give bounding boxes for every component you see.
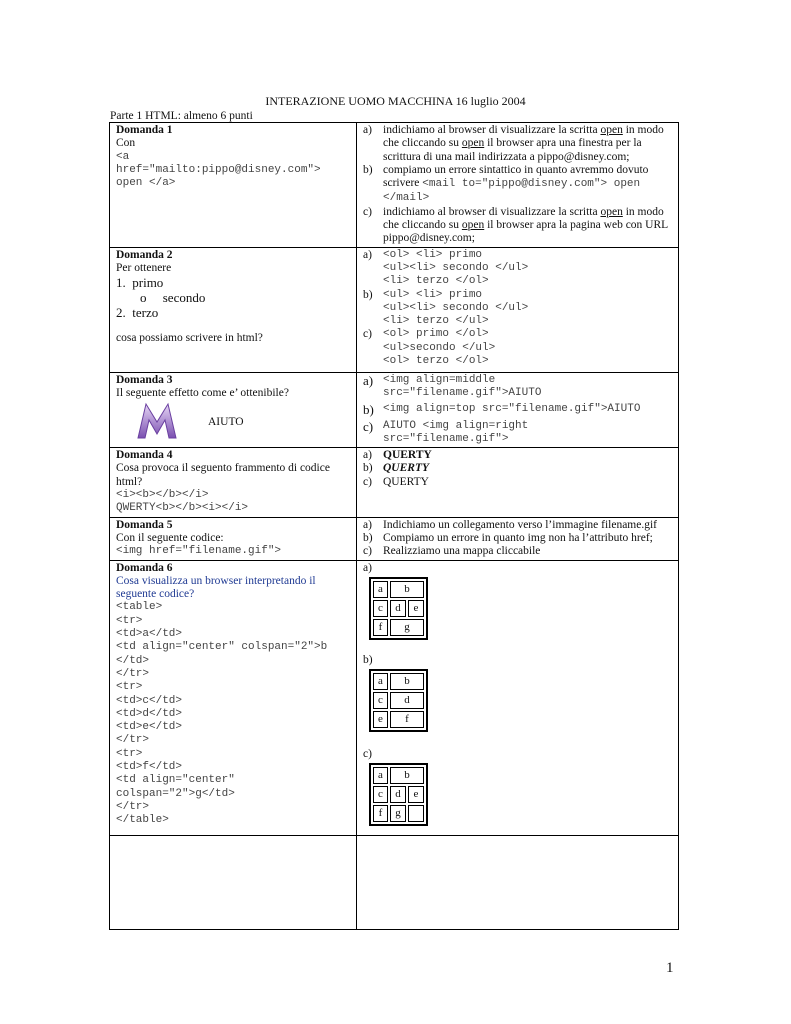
code-line: <td>f</td> bbox=[116, 760, 183, 773]
question-text: Cosa provoca il seguento frammento di codice bbox=[116, 462, 330, 475]
option-text: QUERTY bbox=[383, 475, 429, 488]
question-cell-2 bbox=[110, 247, 357, 372]
empty-row bbox=[110, 835, 679, 929]
question-text: Il seguente effetto come e’ ottenibile? bbox=[116, 386, 289, 399]
answer-cell-1 bbox=[357, 123, 679, 248]
answer-option[interactable] bbox=[363, 124, 674, 164]
answer-option[interactable] bbox=[363, 532, 674, 545]
question-text: html? bbox=[116, 475, 143, 488]
option-key: b) bbox=[363, 653, 373, 666]
option-key: b) bbox=[363, 402, 374, 418]
exam-table bbox=[109, 122, 679, 930]
page-number: 1 bbox=[666, 960, 674, 976]
option-text: <img align=middle src="filename.gif">AIUTO bbox=[383, 373, 542, 399]
question-text: Con il seguente codice: bbox=[116, 531, 224, 544]
question-title: Domanda 5 bbox=[116, 518, 173, 531]
option-key: c) bbox=[363, 748, 372, 761]
question-cell-5 bbox=[110, 517, 357, 560]
code-line: <tr> bbox=[116, 681, 143, 694]
answer-option[interactable] bbox=[363, 374, 674, 401]
question-row-1 bbox=[110, 123, 679, 248]
code-line: <tr> bbox=[116, 747, 143, 760]
code-line: <td>a</td> bbox=[116, 628, 183, 641]
code-line: <td>c</td> bbox=[116, 694, 183, 707]
answer-option[interactable] bbox=[363, 545, 674, 558]
option-text: indichiamo al browser di visualizzare la scritta open in modo che cliccando su open il browser apra una finestra per la scrittura di una mail indirizzata a pippo@disney.com; bbox=[383, 124, 664, 163]
option-key: c) bbox=[363, 545, 372, 558]
answer-option[interactable] bbox=[363, 289, 674, 329]
option-key: c) bbox=[363, 205, 372, 218]
option-text: <img align=top src="filename.gif">AIUTO bbox=[383, 403, 641, 416]
code-line: <td>d</td> bbox=[116, 707, 183, 720]
option-text: Realizziamo una mappa cliccabile bbox=[383, 545, 541, 558]
answer-cell-6 bbox=[357, 560, 679, 835]
code-line: <td align="center" colspan="2">b bbox=[116, 641, 328, 654]
question-row-4 bbox=[110, 448, 679, 517]
option-key: c) bbox=[363, 475, 372, 488]
answer-option[interactable] bbox=[363, 164, 674, 206]
table-preview-c[interactable]: a b c d e f g bbox=[369, 763, 428, 826]
list-item: 1. primo bbox=[116, 275, 164, 291]
option-text: QUERTY bbox=[383, 449, 432, 462]
code-line: </tr> bbox=[116, 734, 150, 747]
answer-option[interactable] bbox=[363, 328, 674, 368]
question-row-5 bbox=[110, 517, 679, 560]
purple-m-logo-icon bbox=[136, 400, 178, 444]
code-line: <td align="center" bbox=[116, 774, 235, 787]
question-cell-3 bbox=[110, 372, 357, 447]
code-line: <img href="filename.gif"> bbox=[116, 545, 282, 558]
question-text: Cosa visualizza un browser interpretando il seguente codice? bbox=[116, 574, 316, 601]
question-text: Per ottenere bbox=[116, 261, 172, 274]
aiuto-label: AIUTO bbox=[208, 415, 244, 428]
code-line: </td> bbox=[116, 654, 150, 667]
option-text: compiamo un errore sintattico in quanto avremmo dovuto scrivere <mail to="pippo@disney.com"> open </mail> bbox=[383, 163, 649, 205]
option-key: b) bbox=[363, 163, 373, 176]
answer-option[interactable] bbox=[363, 403, 674, 416]
answer-option[interactable] bbox=[363, 476, 674, 489]
code-line: open </a> bbox=[116, 177, 176, 190]
code-line: </tr> bbox=[116, 800, 150, 813]
option-text: AIUTO <img align=right src="filename.gif"> bbox=[383, 419, 529, 445]
code-line: </table> bbox=[116, 814, 169, 827]
question-row-3 bbox=[110, 372, 679, 447]
option-key: a) bbox=[363, 561, 372, 574]
question-title: Domanda 3 bbox=[116, 373, 173, 386]
option-text: <ol> <li> primo <ul><li> secondo </ul> <li> terzo </ol> bbox=[383, 248, 529, 288]
section-subtitle: Parte 1 HTML: almeno 6 punti bbox=[110, 110, 253, 122]
question-title: Domanda 2 bbox=[116, 248, 173, 261]
answer-option[interactable] bbox=[363, 249, 674, 289]
option-key: b) bbox=[363, 531, 373, 544]
code-line: <table> bbox=[116, 601, 163, 614]
answer-option[interactable] bbox=[363, 420, 674, 447]
answer-cell-4 bbox=[357, 448, 679, 517]
option-key: a) bbox=[363, 372, 374, 388]
question-title: Domanda 4 bbox=[116, 449, 173, 462]
list-item: o secondo bbox=[140, 290, 206, 306]
question-row-6 bbox=[110, 560, 679, 835]
answer-option[interactable] bbox=[363, 462, 674, 475]
code-line: <tr> bbox=[116, 614, 143, 627]
option-text: Compiamo un errore in quanto img non ha l’attributo href; bbox=[383, 531, 653, 544]
option-key: a) bbox=[363, 449, 372, 462]
code-line: QWERTY<b></b><i></i> bbox=[116, 502, 249, 515]
question-text: cosa possiamo scrivere in html? bbox=[116, 332, 263, 345]
option-key: a) bbox=[363, 124, 372, 136]
answer-cell-3 bbox=[357, 372, 679, 447]
aiuto-example bbox=[116, 402, 352, 442]
answer-option[interactable] bbox=[363, 519, 674, 532]
option-key: c) bbox=[363, 418, 374, 434]
question-text: Con bbox=[116, 137, 136, 150]
code-line: href="mailto:pippo@disney.com"> bbox=[116, 163, 321, 176]
question-cell-4 bbox=[110, 448, 357, 517]
question-title: Domanda 1 bbox=[116, 124, 173, 136]
answer-option[interactable] bbox=[363, 449, 674, 462]
option-text: Indichiamo un collegamento verso l’immagine filename.gif bbox=[383, 518, 657, 531]
code-line: <td>e</td> bbox=[116, 721, 183, 734]
code-line: <a bbox=[116, 150, 130, 163]
option-key: b) bbox=[363, 288, 373, 301]
option-text: indichiamo al browser di visualizzare la scritta open in modo che cliccando su open il browser apra la pagina web con URL pippo@disney.com; bbox=[383, 205, 668, 245]
question-title: Domanda 6 bbox=[116, 561, 173, 574]
code-line: </tr> bbox=[116, 667, 150, 680]
option-key: c) bbox=[363, 328, 372, 341]
table-preview-a[interactable]: a b c d e f g bbox=[369, 577, 428, 640]
empty-cell bbox=[110, 835, 357, 929]
option-text: QUERTY bbox=[383, 462, 429, 475]
option-text: <ol> primo </ol> <ul>secondo </ul> <ol> terzo </ol> bbox=[383, 328, 496, 368]
question-cell-6 bbox=[110, 560, 357, 835]
code-line: colspan="2">g</td> bbox=[116, 787, 235, 800]
answer-option[interactable] bbox=[363, 206, 674, 246]
page-title: INTERAZIONE UOMO MACCHINA 16 luglio 2004 bbox=[265, 94, 526, 108]
option-key: b) bbox=[363, 462, 373, 475]
answer-cell-5 bbox=[357, 517, 679, 560]
option-text: <ul> <li> primo <ul><li> secondo </ul> <li> terzo </ul> bbox=[383, 288, 529, 328]
option-key: a) bbox=[363, 518, 372, 531]
question-cell-1 bbox=[110, 123, 357, 248]
list-item: 2. terzo bbox=[116, 305, 159, 321]
option-key: a) bbox=[363, 248, 372, 261]
code-line: <i><b></b></i> bbox=[116, 489, 209, 502]
question-row-2 bbox=[110, 247, 679, 372]
answer-cell-2 bbox=[357, 247, 679, 372]
empty-cell bbox=[357, 835, 679, 929]
table-preview-b[interactable]: a b c d e f bbox=[369, 669, 428, 732]
